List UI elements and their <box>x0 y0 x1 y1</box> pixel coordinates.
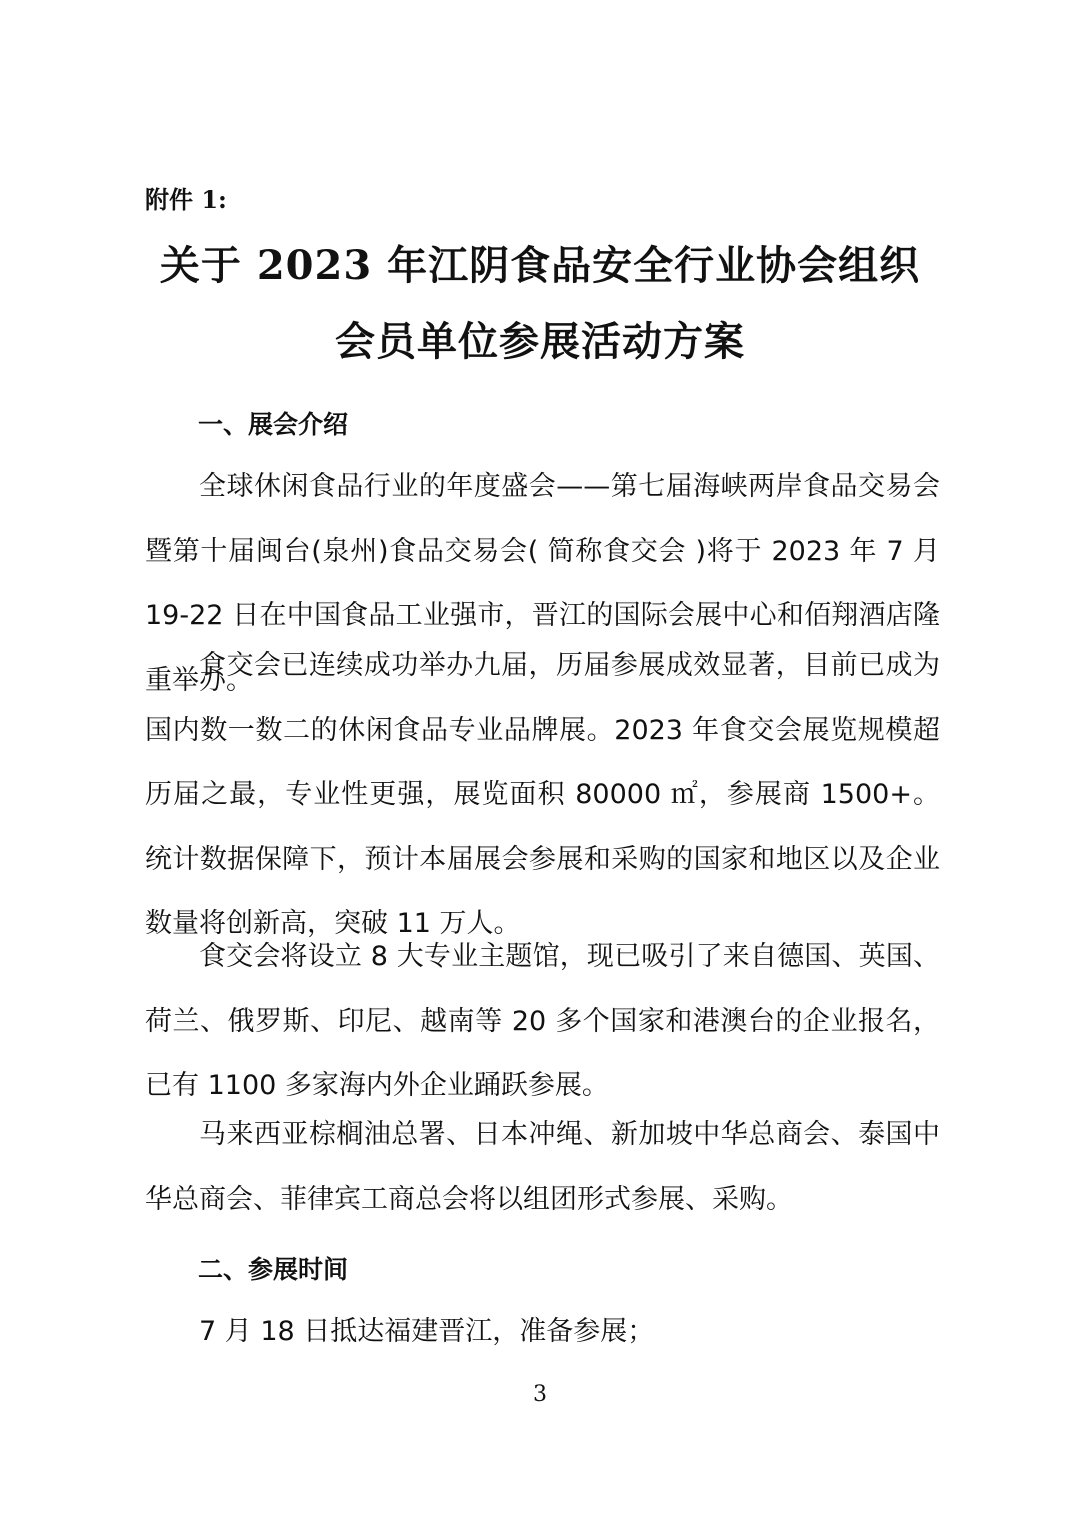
paragraph-intro-1: 全球休闲食品行业的年度盛会——第七届海峡两岸食品交易会暨第十届闽台(泉州)食品交易会( 简称食交会 )将于 2023 年 7 月 19-22 日在中国食品工业强市，晋江的国际会展中心和佰翔酒店隆重举办。 <box>145 471 940 696</box>
paragraph-time-1: 7 月 18 日抵达福建晋江，准备参展； <box>199 1316 655 1347</box>
document-title-line-2: 会员单位参展活动方案 <box>335 318 745 365</box>
document-title-line-1: 关于 2023 年江阴食品安全行业协会组织 <box>159 242 921 289</box>
paragraph-intro-3: 食交会将设立 8 大专业主题馆，现已吸引了来自德国、英国、荷兰、俄罗斯、印尼、越南等 20 多个国家和港澳台的企业报名，已有 1100 多家海内外企业踊跃参展。 <box>145 941 940 1101</box>
section-heading-exhibition-time: 二、参展时间 <box>198 1255 349 1284</box>
paragraph-intro-4: 马来西亚棕榈油总署、日本冲绳、新加坡中华总商会、泰国中华总商会、菲律宾工商总会将以组团形式参展、采购。 <box>145 1119 940 1215</box>
attachment-label: 附件 1: <box>145 185 227 214</box>
section-heading-exhibition-intro: 一、展会介绍 <box>198 410 349 439</box>
page-number: 3 <box>533 1382 547 1407</box>
paragraph-intro-2: 食交会已连续成功举办九届，历届参展成效显著，目前已成为国内数一数二的休闲食品专业品牌展。2023 年食交会展览规模超历届之最，专业性更强，展览面积 80000 ㎡，参展商 1500+。统计数据保障下，预计本届展会参展和采购的国家和地区以及企业数量将创新高，突破 11 万人。 <box>145 650 940 939</box>
